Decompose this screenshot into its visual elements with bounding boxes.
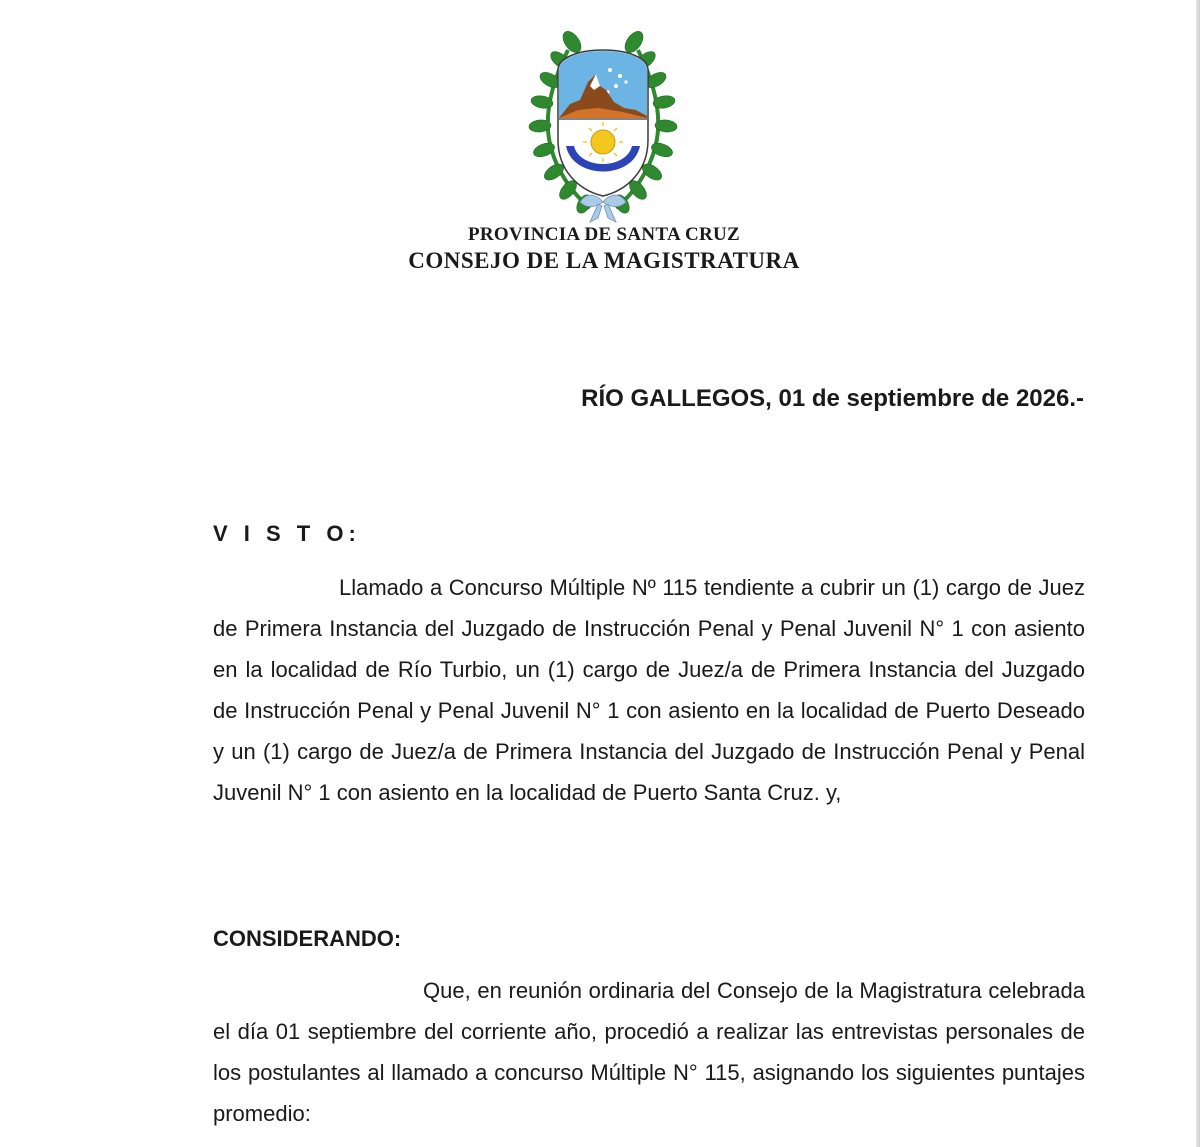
considerando-heading: CONSIDERANDO:: [213, 926, 402, 951]
visto-paragraph: Llamado a Concurso Múltiple Nº 115 tendiente a cubrir un (1) cargo de Juez de Primera Instancia del Juzgado de Instrucción Penal y Penal Juvenil N° 1 con asiento en la localidad de Río Turbio, un (1) cargo de Juez/a de Primera Instancia del Juzgado de Instrucción Penal y Penal Juvenil N° 1 con asiento en la localidad de Puerto Deseado y un (1) cargo de Juez/a de Primera Instancia del Juzgado de Instrucción Penal y Penal Juvenil N° 1 con asiento en la localidad de Puerto Santa Cruz. y,: [213, 575, 1085, 805]
province-title: PROVINCIA DE SANTA CRUZ: [467, 224, 741, 245]
visto-heading: V I S T O:: [213, 521, 361, 546]
institution-title: CONSEJO DE LA MAGISTRATURA: [408, 248, 800, 273]
date-line: RÍO GALLEGOS, 01 de septiembre de 2026.-: [581, 385, 1084, 412]
page-edge-divider: [1196, 0, 1200, 1147]
province-crest-logo: [528, 30, 678, 225]
considerando-paragraph: Que, en reunión ordinaria del Consejo de la Magistratura celebrada el día 01 septiembre del corriente año, procedió a realizar las entrevistas personales de los postulantes al llamado a concurso Múltiple N° 115, asignando los siguientes puntajes promedio:: [213, 978, 1085, 1126]
